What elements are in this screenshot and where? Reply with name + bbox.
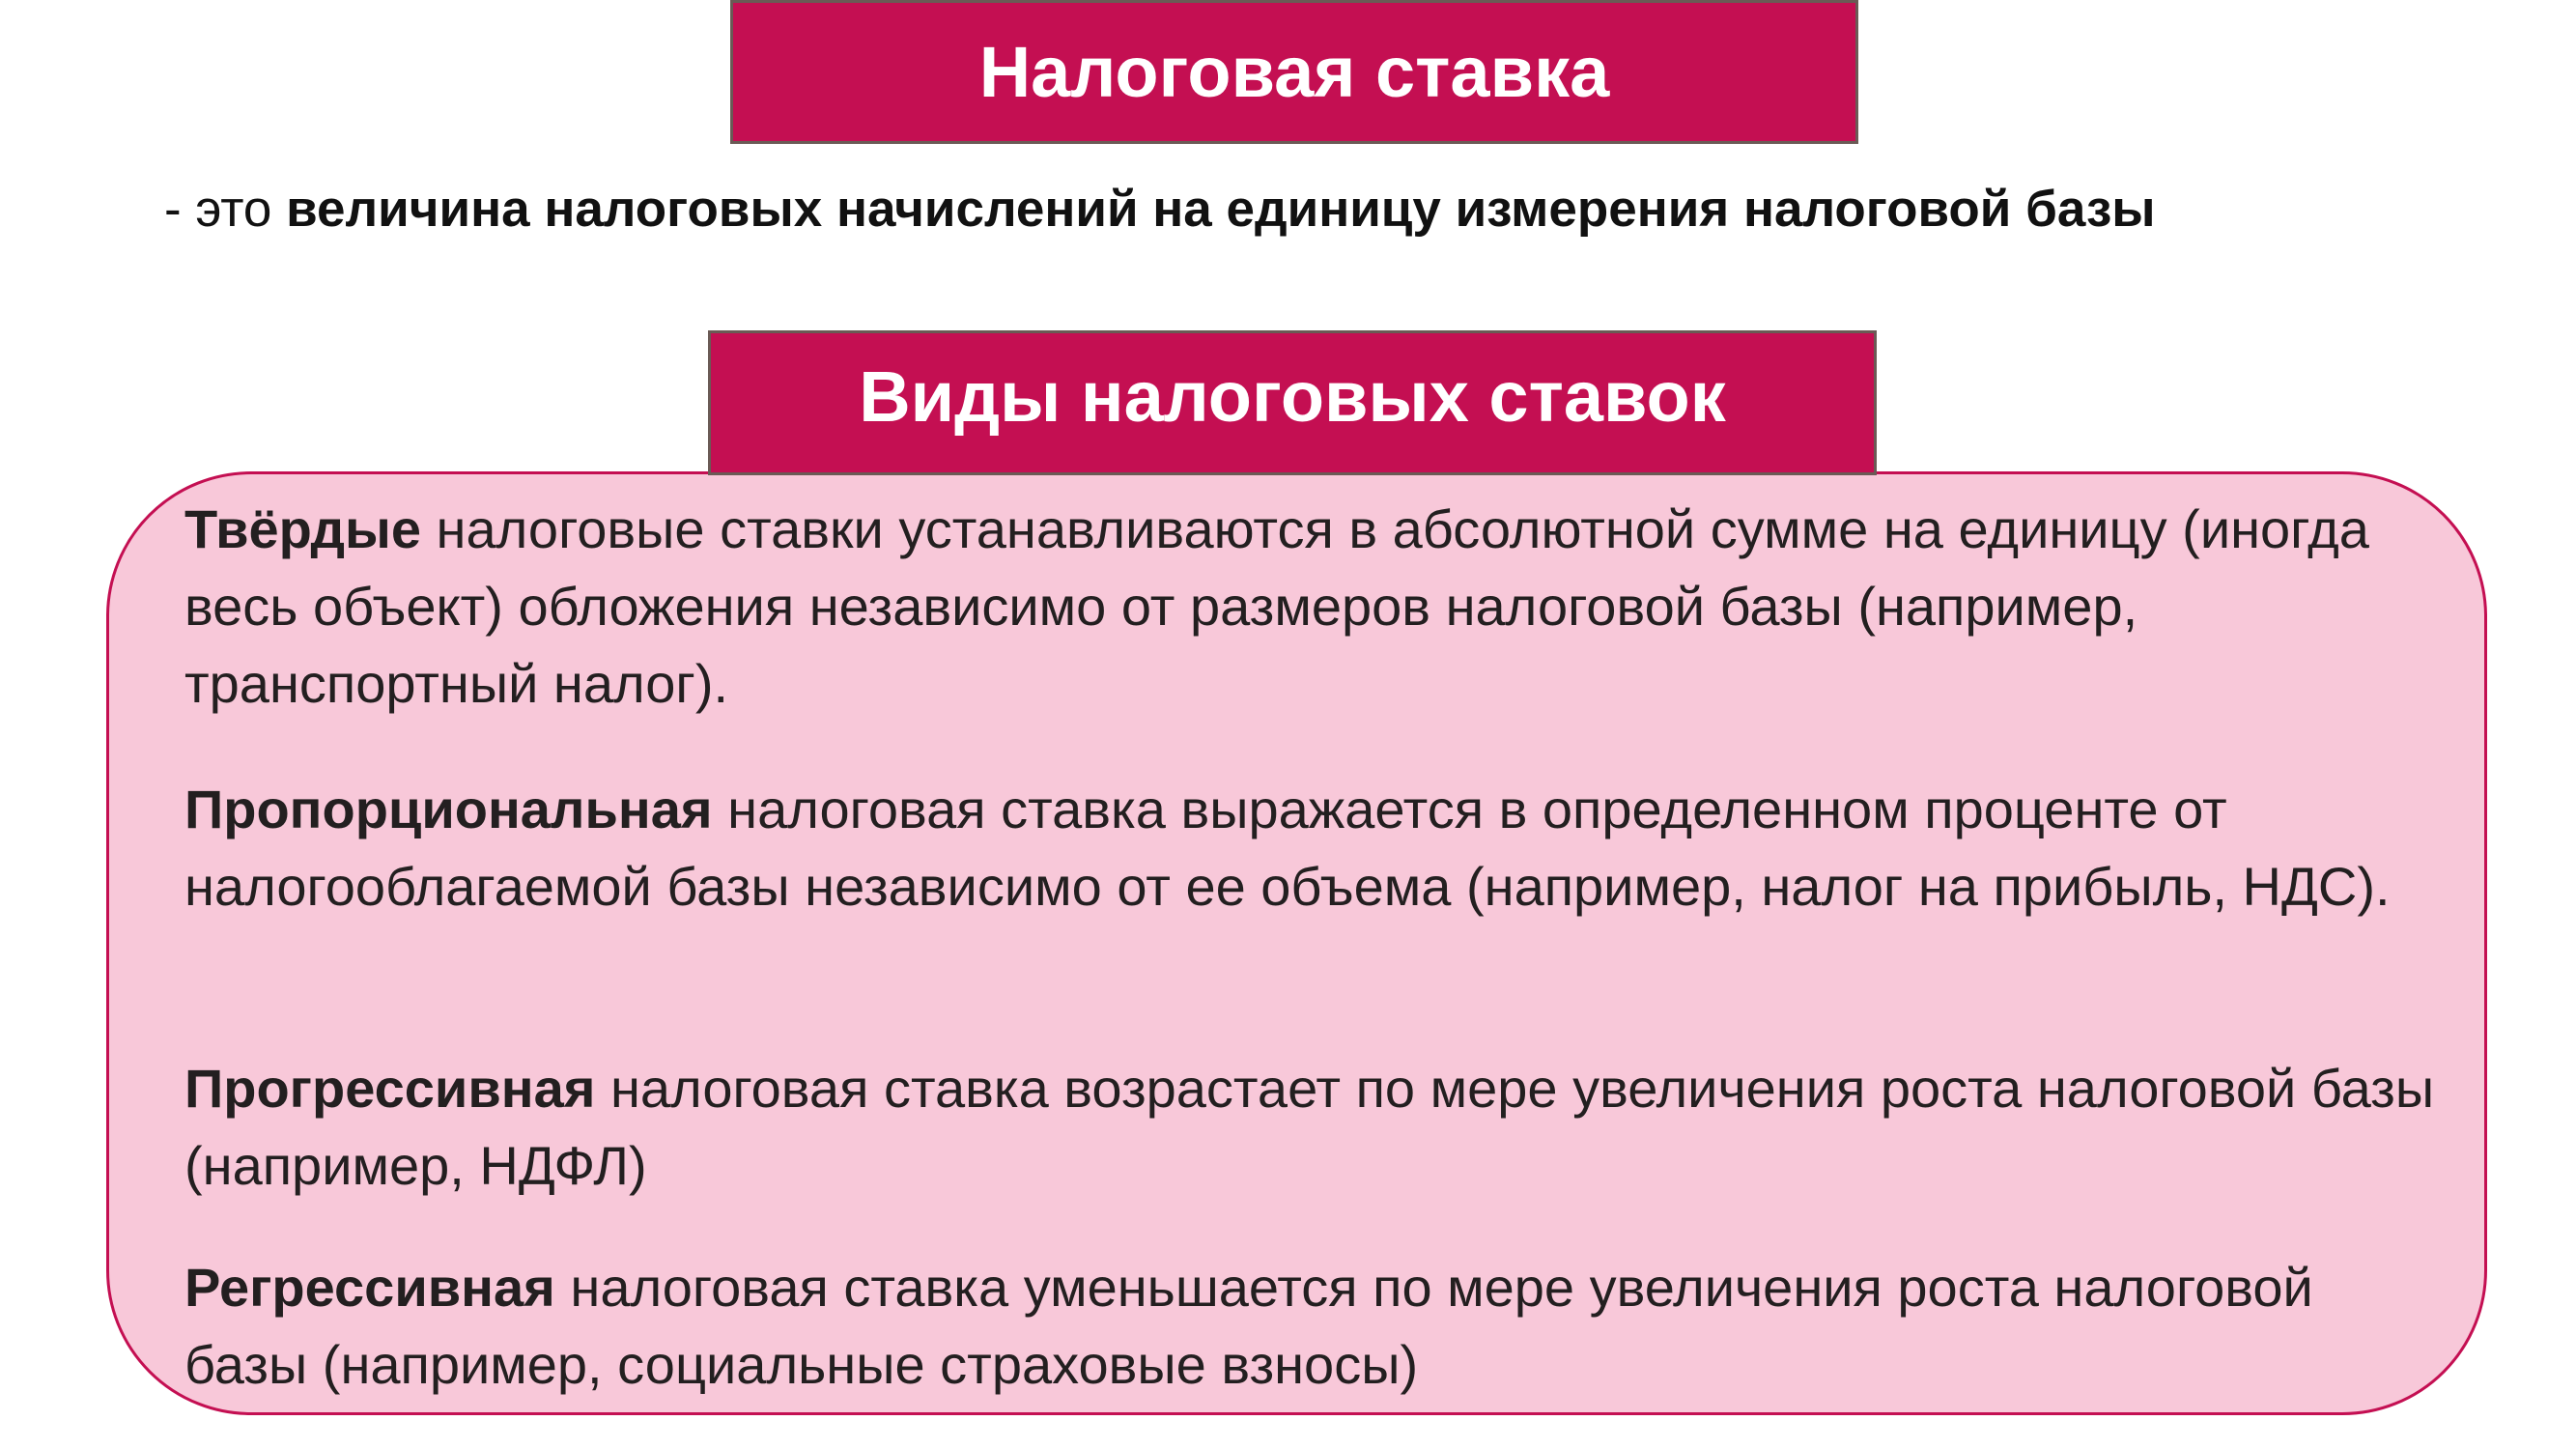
page-title-banner bbox=[730, 0, 1858, 144]
type-description: налоговая ставка возрастает по мере увеличения роста налоговой базы (например, НДФЛ) bbox=[184, 1058, 2435, 1196]
page-title: Налоговая ставка bbox=[978, 32, 1610, 112]
type-description: налоговые ставки устанавливаются в абсолютной сумме на единицу (иногда весь объект) обложения независимо от размеров налоговой базы (например, транспортный налог). bbox=[184, 498, 2369, 714]
type-term: Твёрдые bbox=[184, 498, 421, 559]
definition-prefix: - это bbox=[164, 181, 287, 238]
type-term: Регрессивная bbox=[184, 1257, 555, 1318]
type-term: Пропорциональная bbox=[184, 779, 713, 839]
type-description: налоговая ставка выражается в определенном проценте от налогооблагаемой базы независимо от ее объема (например, налог на прибыль, НДС). bbox=[184, 779, 2391, 917]
kinds-title-banner bbox=[708, 330, 1877, 475]
type-regressive bbox=[184, 1249, 2435, 1404]
type-proportional bbox=[184, 771, 2435, 925]
type-description: налоговая ставка уменьшается по мере увеличения роста налоговой базы (например, социальные страховые взносы) bbox=[184, 1257, 2313, 1395]
definition-text bbox=[164, 177, 2156, 242]
definition-bold: величина налоговых начислений на единицу измерения налоговой базы bbox=[286, 181, 2156, 238]
type-term: Прогрессивная bbox=[184, 1058, 596, 1119]
type-progressive bbox=[184, 1050, 2435, 1205]
kinds-title: Виды налоговых ставок bbox=[859, 355, 1726, 437]
type-fixed bbox=[184, 491, 2435, 723]
